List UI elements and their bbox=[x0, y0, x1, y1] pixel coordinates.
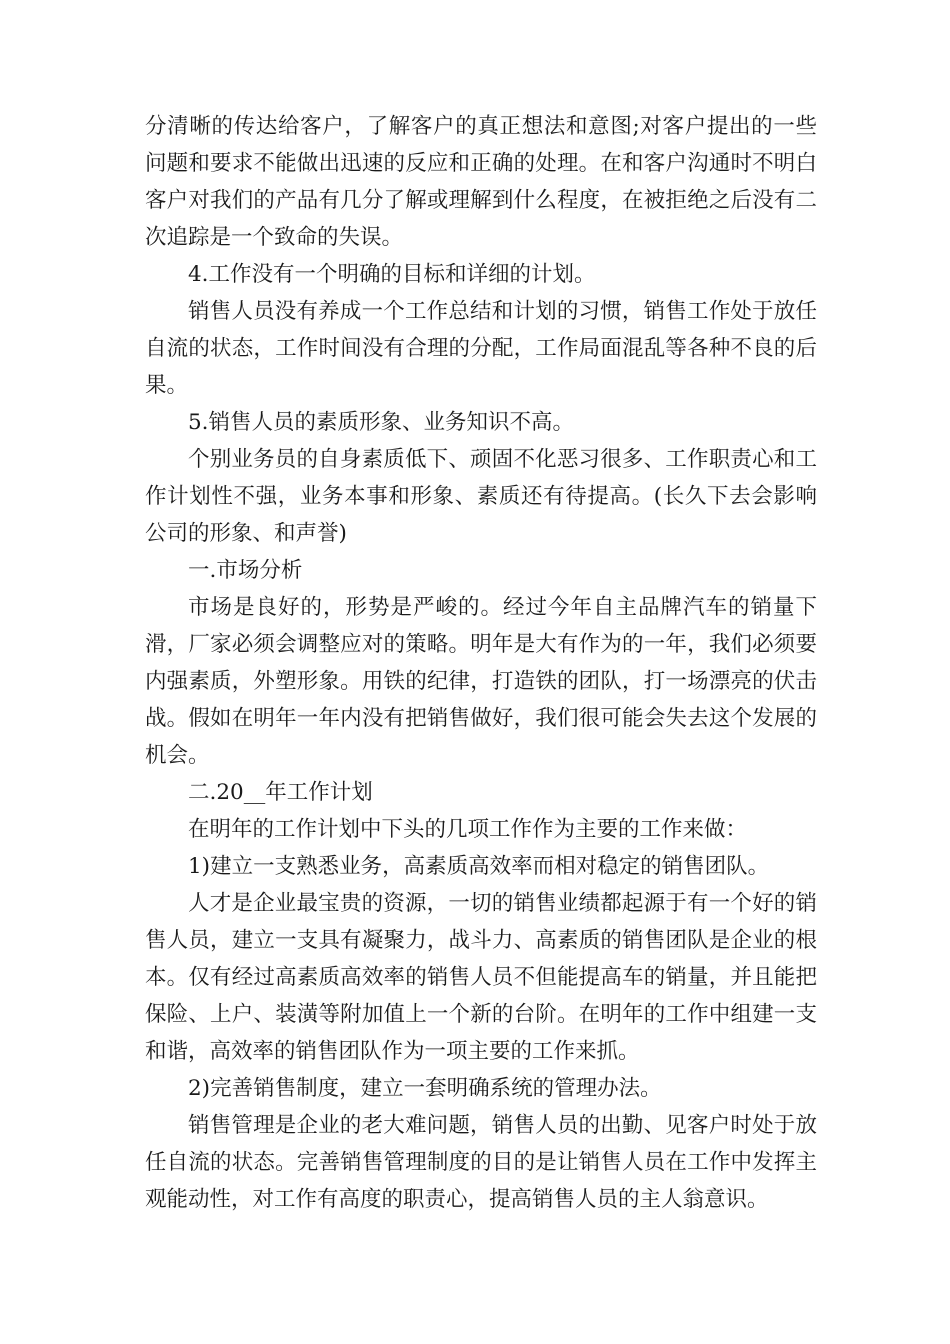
section-heading: 1)建立一支熟悉业务，高素质高效率而相对稳定的销售团队。 bbox=[188, 854, 770, 879]
document-body bbox=[145, 108, 817, 1218]
section-heading: 4.工作没有一个明确的目标和详细的计划。 bbox=[188, 262, 596, 287]
paragraph: 销售管理是企业的老大难问题，销售人员的出勤、见客户时处于放任自流的状态。完善销售管理制度的目的是让销售人员在工作中发挥主观能动性，对工作有高度的职责心，提高销售人员的主人翁意识。 bbox=[145, 1113, 817, 1212]
section-heading: 2)完善销售制度，建立一套明确系统的管理办法。 bbox=[188, 1076, 662, 1101]
section-heading: 二.20__年工作计划 bbox=[188, 780, 373, 805]
paragraph: 在明年的工作计划中下头的几项工作作为主要的工作来做： bbox=[188, 817, 748, 842]
paragraph: 分清晰的传达给客户，了解客户的真正想法和意图;对客户提出的一些问题和要求不能做出迅速的反应和正确的处理。在和客户沟通时不明白客户对我们的产品有几分了解或理解到什么程度，在被拒绝之后没有二次追踪是一个致命的失误。 bbox=[145, 114, 817, 250]
paragraph: 销售人员没有养成一个工作总结和计划的习惯，销售工作处于放任自流的状态，工作时间没有合理的分配，工作局面混乱等各种不良的后果。 bbox=[145, 299, 817, 398]
section-heading: 一.市场分析 bbox=[188, 558, 303, 583]
paragraph: 人才是企业最宝贵的资源，一切的销售业绩都起源于有一个好的销售人员，建立一支具有凝聚力，战斗力、高素质的销售团队是企业的根本。仅有经过高素质高效率的销售人员不但能提高车的销量，并且能把保险、上户、装潢等附加值上一个新的台阶。在明年的工作中组建一支和谐，高效率的销售团队作为一项主要的工作来抓。 bbox=[145, 891, 817, 1064]
paragraph: 市场是良好的，形势是严峻的。经过今年自主品牌汽车的销量下滑，厂家必须会调整应对的策略。明年是大有作为的一年，我们必须要内强素质，外塑形象。用铁的纪律，打造铁的团队，打一场漂亮的伏击战。假如在明年一年内没有把销售做好，我们很可能会失去这个发展的机会。 bbox=[145, 595, 817, 768]
paragraph: 个别业务员的自身素质低下、顽固不化恶习很多、工作职责心和工作计划性不强，业务本事和形象、素质还有待提高。(长久下去会影响公司的形象、和声誉) bbox=[145, 447, 817, 546]
section-heading: 5.销售人员的素质形象、业务知识不高。 bbox=[188, 410, 575, 435]
